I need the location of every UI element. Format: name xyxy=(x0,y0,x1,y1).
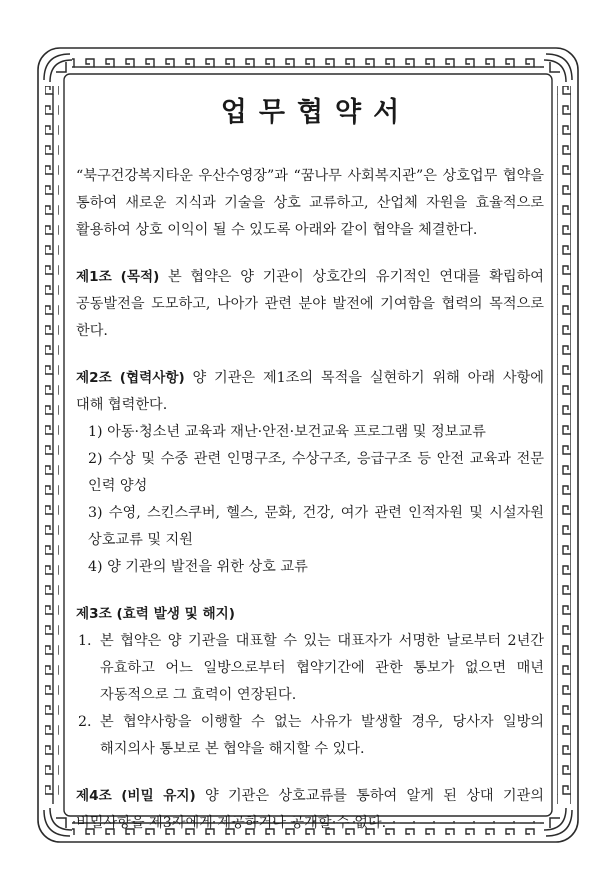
article-3-heading: 제3조 (효력 발생 및 해지) xyxy=(76,606,235,622)
article-1 xyxy=(76,264,544,345)
article-4-text: 양 기관은 상호교류를 통하여 알게 된 상대 기관의 비밀사항을 제3자에게 제공하거나 공개할 수 없다. xyxy=(76,788,545,831)
article-4-heading: 제4조 (비밀 유지) xyxy=(76,788,196,804)
document-title: 업무협약서 xyxy=(220,97,412,128)
article-2-items xyxy=(76,419,544,581)
article-2-text: 양 기관은 제1조의 목적을 실현하기 위해 아래 사항에 대해 협력한다. xyxy=(76,370,544,413)
article-1-text: 본 협약은 양 기관이 상호간의 유기적인 연대를 확립하여 공동발전을 도모하고, 나아가 관련 분야 발전에 기여함을 협력의 목적으로 한다. xyxy=(76,269,544,339)
article-3-item-number: 2. xyxy=(78,714,92,730)
intro-paragraph: “북구건강복지타운 우산수영장”과 “꿈나무 사회복지관”은 상호업무 협약을 통하여 새로운 지식과 기술을 상호 교류하고, 산업체 자원을 효율적으로 활용하여 상호 이익이 될 수 있도록 아래와 같이 협약을 체결한다. xyxy=(76,168,544,238)
article-2-item: 1) 아동·청소년 교육과 재난·안전·보건교육 프로그램 및 정보교류 xyxy=(88,424,486,440)
article-2-heading: 제2조 (협력사항) xyxy=(76,370,185,386)
article-3-item xyxy=(76,628,544,709)
article-4 xyxy=(76,783,544,837)
article-2-item: 4) 양 기관의 발전을 위한 상호 교류 xyxy=(88,559,308,575)
article-3-items xyxy=(76,628,544,763)
article-2 xyxy=(76,365,544,419)
article-3-item-text: 본 협약사항을 이행할 수 없는 사유가 발생할 경우, 당사자 일방의 해지의사 통보로 본 협약을 해지할 수 있다. xyxy=(100,714,544,757)
article-2-item: 2) 수상 및 수중 관련 인명구조, 수상구조, 응급구조 등 안전 교육과 전문 인력 양성 xyxy=(88,451,544,494)
article-1-heading: 제1조 (목적) xyxy=(76,269,160,285)
article-2-item: 3) 수영, 스킨스쿠버, 헬스, 문화, 건강, 여가 관련 인적자원 및 시설자원 상호교류 및 지원 xyxy=(88,505,544,548)
article-3-item-number: 1. xyxy=(78,633,92,649)
article-3-item-text: 본 협약은 양 기관을 대표할 수 있는 대표자가 서명한 날로부터 2년간 유효하고 어느 일방으로부터 협약기간에 관한 통보가 없으면 매년 자동적으로 그 효력이 연장된다. xyxy=(100,633,544,703)
document-body xyxy=(76,90,544,837)
article-3-item xyxy=(76,709,544,763)
